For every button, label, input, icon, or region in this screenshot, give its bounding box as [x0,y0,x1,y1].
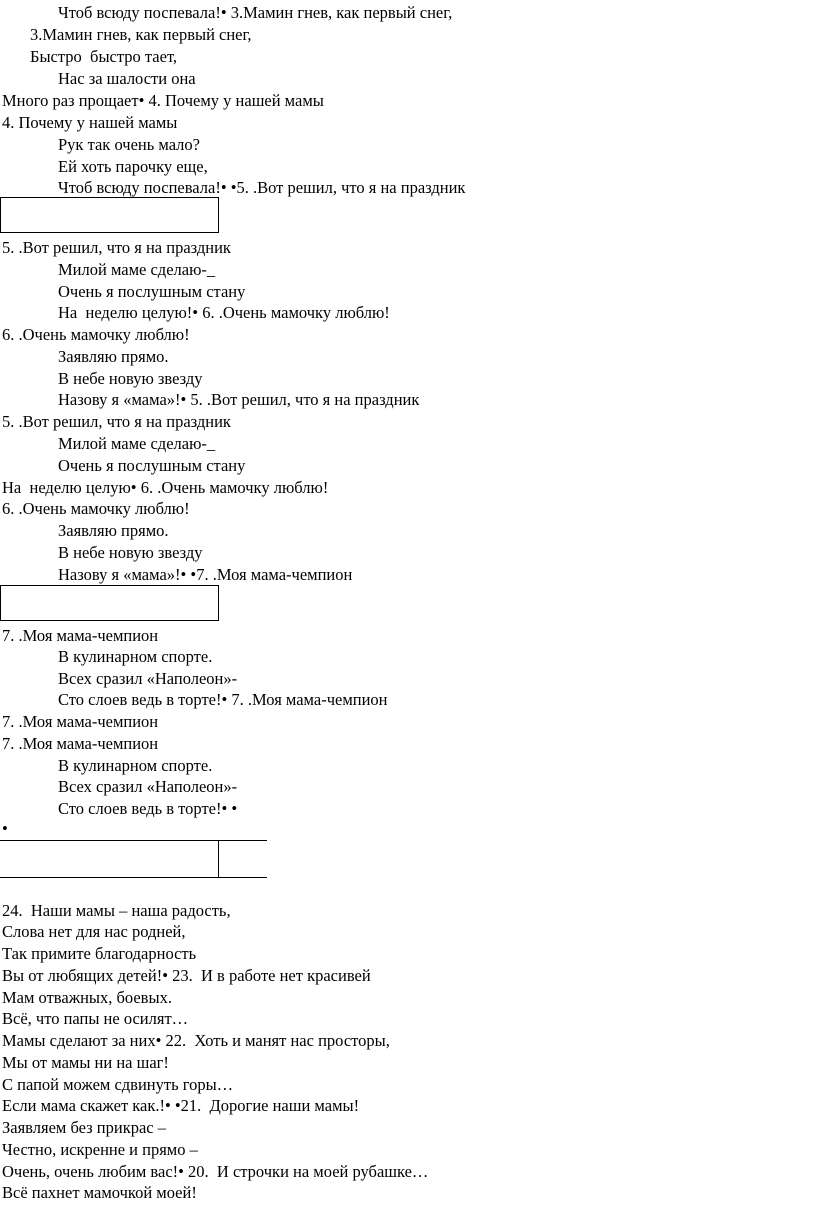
table-rule [0,877,267,878]
text-line: Очень я послушным стану [58,282,246,301]
text-line: Очень я послушным стану [58,456,246,475]
text-line: На неделю целую!• 6. .Очень мамочку люблю! [58,303,390,322]
text-line: В кулинарном спорте. [58,756,213,775]
empty-table-cell [0,197,219,233]
text-line: 3.Мамин гнев, как первый снег, [30,25,252,44]
text-line: Всех сразил «Наполеон»- [58,777,238,796]
text-line: Заявляю прямо. [58,521,169,540]
text-line: Милой маме сделаю-_ [58,260,216,279]
text-line: Много раз прощает• 4. Почему у нашей мамы [2,91,324,110]
text-line: • [2,819,8,838]
text-line: Нас за шалости она [58,69,196,88]
text-line: В кулинарном спорте. [58,647,213,666]
text-line: На неделю целую• 6. .Очень мамочку люблю! [2,478,329,497]
table-divider [218,840,219,878]
text-line: Если мама скажет как.!• •21. Дорогие наши мамы! [2,1096,360,1115]
text-line: Заявляем без прикрас – [2,1118,167,1137]
text-line: 24. Наши мамы – наша радость, [2,901,231,920]
text-line: Очень, очень любим вас!• 20. И строчки на моей рубашке… [2,1162,429,1181]
text-line: Чтоб всюду поспевала!• •5. .Вот решил, что я на праздник [58,178,466,197]
text-line: Назову я «мама»!• 5. .Вот решил, что я на праздник [58,390,420,409]
text-line: В небе новую звезду [58,543,203,562]
text-line: Вы от любящих детей!• 23. И в работе нет красивей [2,966,371,985]
table-rule [0,840,267,841]
text-line: Всех сразил «Наполеон»- [58,669,238,688]
text-line: 7. .Моя мама-чемпион [2,734,159,753]
text-line: В небе новую звезду [58,369,203,388]
text-line: Быстро быстро тает, [30,47,178,66]
text-line: 5. .Вот решил, что я на праздник [2,238,231,257]
text-line: Заявляю прямо. [58,347,169,366]
text-line: Всё, что папы не осилят… [2,1009,189,1028]
text-line: 6. .Очень мамочку люблю! [2,499,190,518]
text-line: 7. .Моя мама-чемпион [2,626,159,645]
text-line: Милой маме сделаю-_ [58,434,216,453]
text-line: 7. .Моя мама-чемпион [2,712,159,731]
text-line: Мам отважных, боевых. [2,988,172,1007]
text-line: Всё пахнет мамочкой моей! [2,1183,197,1202]
text-line: Честно, искренне и прямо – [2,1140,198,1159]
text-line: 4. Почему у нашей мамы [2,113,178,132]
text-line: Рук так очень мало? [58,135,200,154]
text-line: Ей хоть парочку еще, [58,157,208,176]
text-line: Чтоб всюду поспевала!• 3.Мамин гнев, как первый снег, [58,3,453,22]
text-line: Так примите благодарность [2,944,197,963]
text-line: С папой можем сдвинуть горы… [2,1075,234,1094]
text-line: 6. .Очень мамочку люблю! [2,325,190,344]
text-line: Мы от мамы ни на шаг! [2,1053,169,1072]
text-line: Сто слоев ведь в торте!• 7. .Моя мама-чемпион [58,690,388,709]
text-line: Слова нет для нас родней, [2,922,186,941]
empty-table-cell [0,585,219,621]
text-line: Сто слоев ведь в торте!• • [58,799,238,818]
text-line: Мамы сделают за них• 22. Хоть и манят нас просторы, [2,1031,390,1050]
text-line: 5. .Вот решил, что я на праздник [2,412,231,431]
text-line: Назову я «мама»!• •7. .Моя мама-чемпион [58,565,353,584]
